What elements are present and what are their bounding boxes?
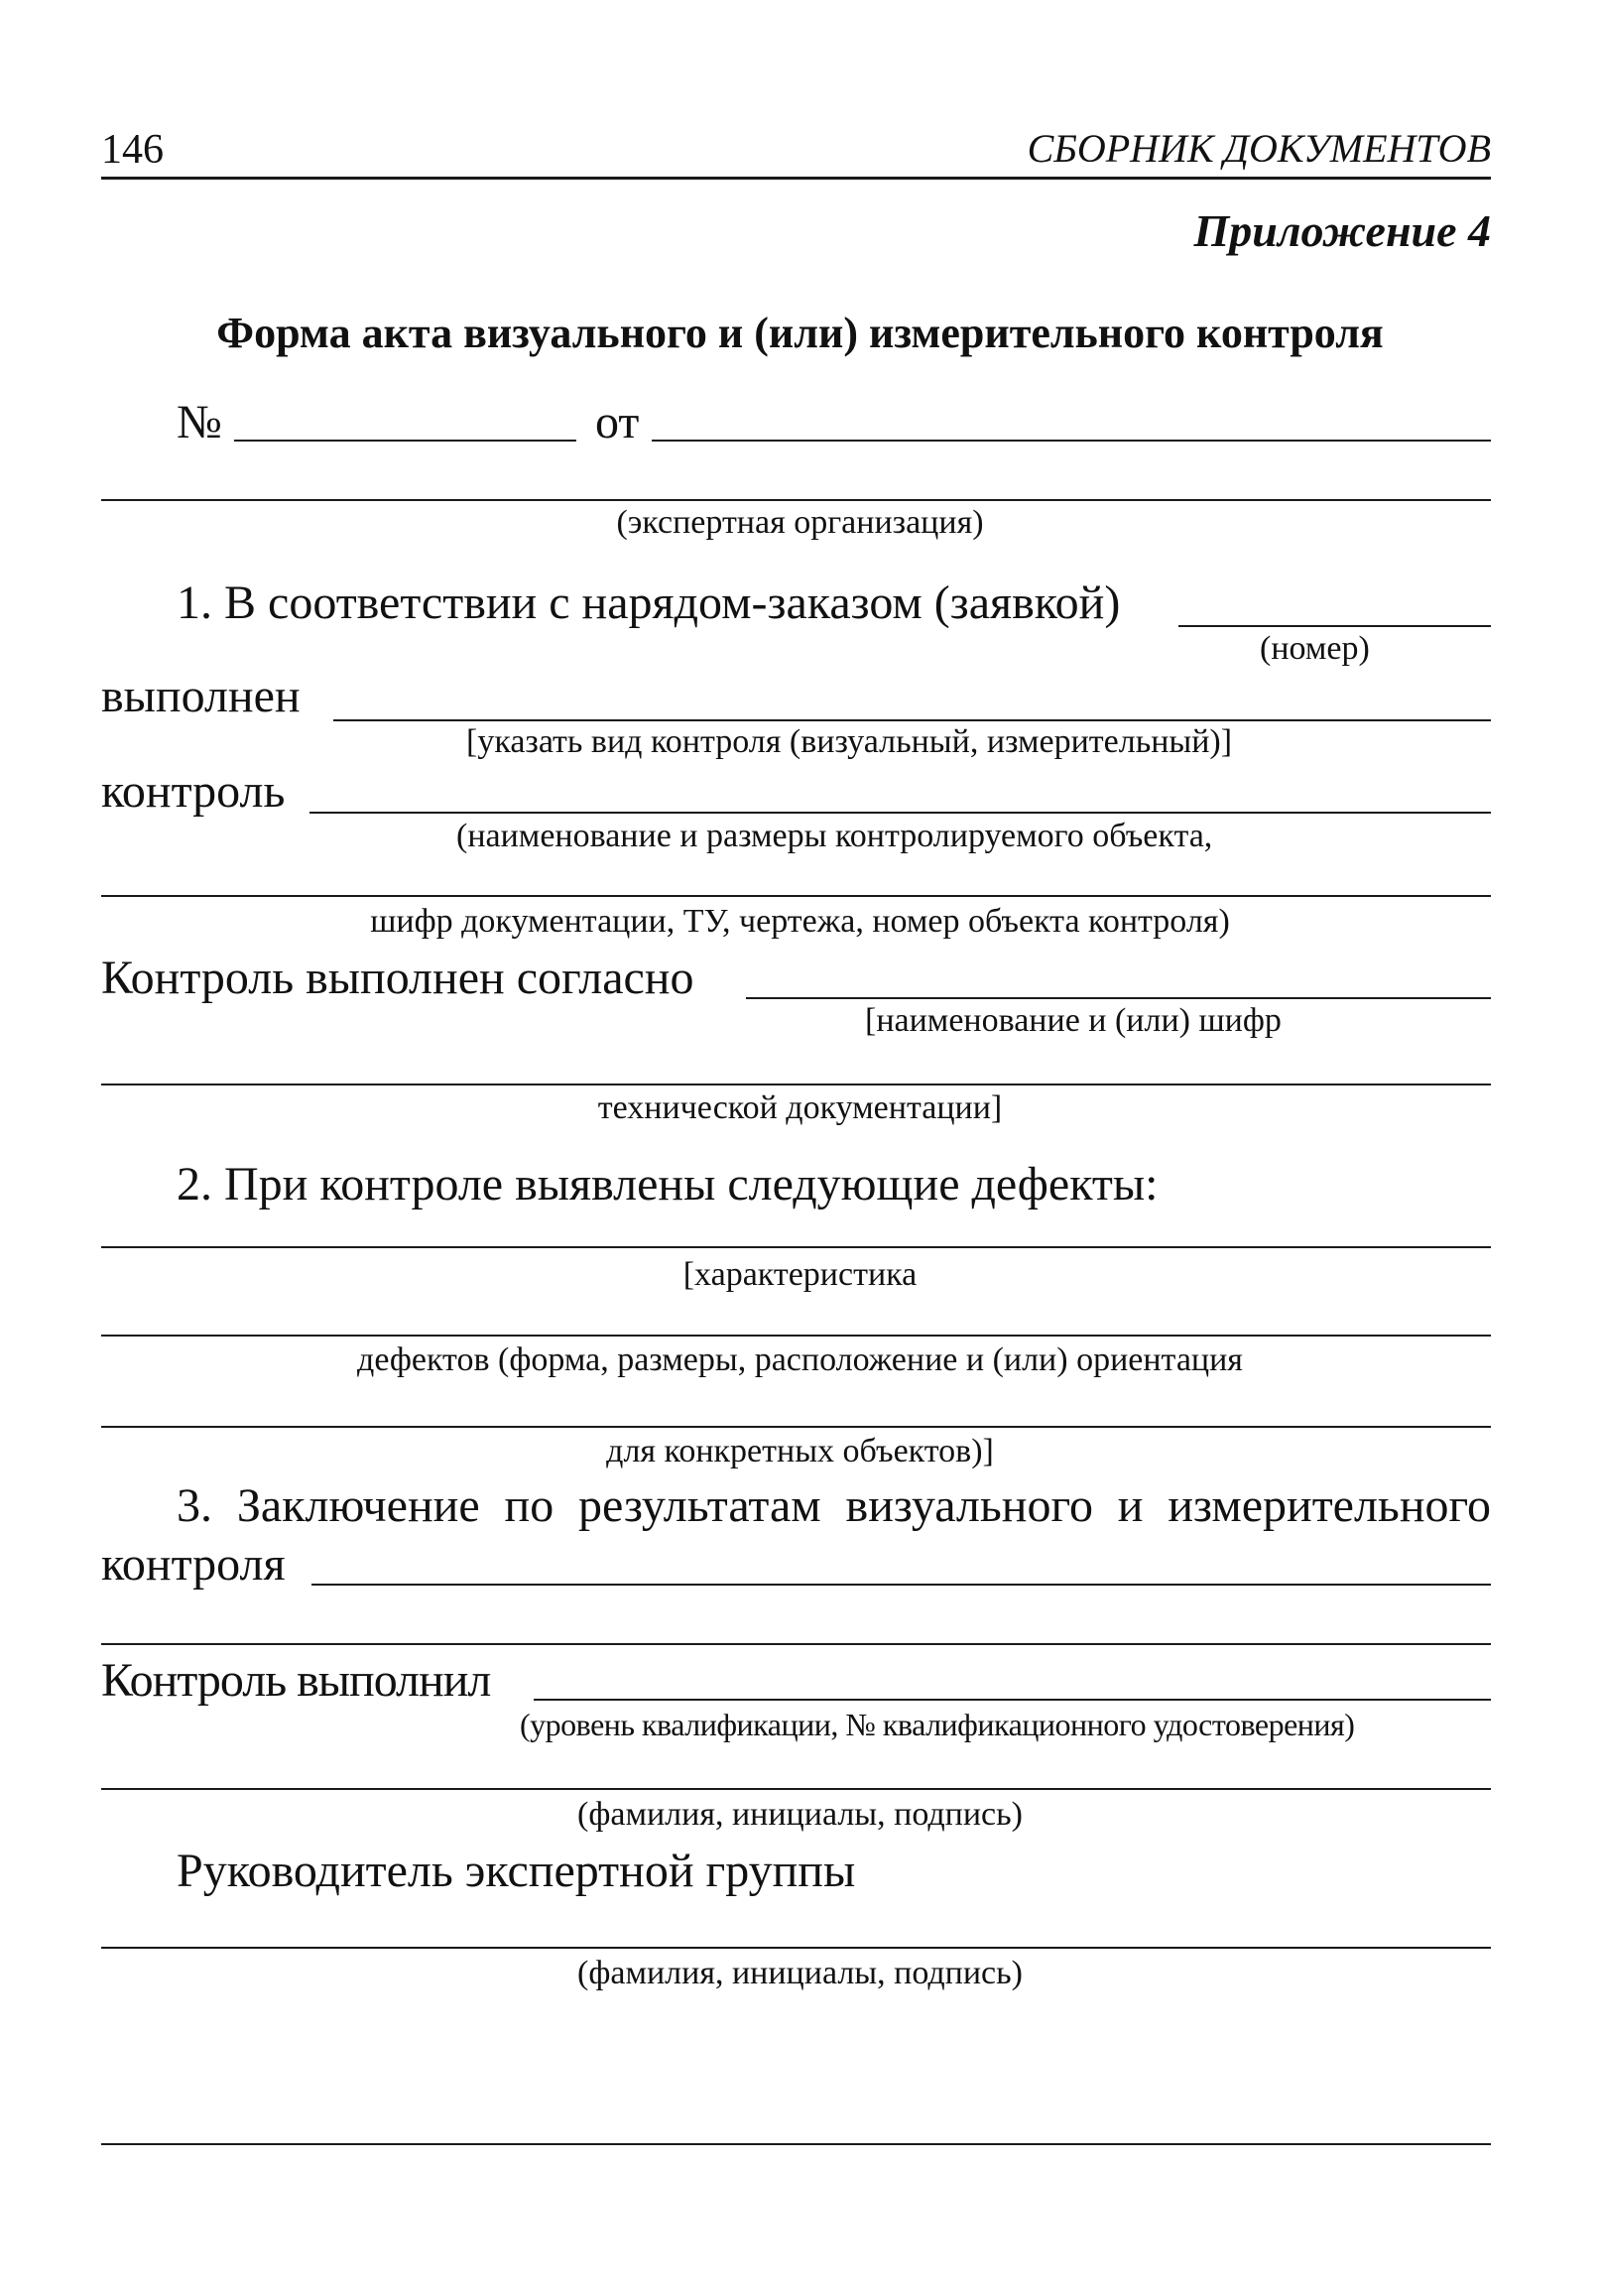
performed-label: выполнен: [101, 670, 301, 722]
performer-name-field[interactable]: [101, 1788, 1491, 1790]
docs-caption-2: технической документации]: [597, 1089, 1003, 1126]
item-1-text: 1. В соответствии с нарядом-заказом (заявкой): [177, 576, 1121, 629]
header-rule: [101, 177, 1491, 180]
according-to-label: Контроль выполнен согласно: [101, 952, 694, 1004]
expert-org-caption: (экспертная организация): [616, 504, 984, 541]
defects-field-1[interactable]: [101, 1246, 1491, 1248]
form-title: Форма акта визуального и (или) измерительного контроля: [216, 309, 1384, 357]
defects-caption-3: для конкретных объектов)]: [606, 1433, 994, 1469]
defects-field-2[interactable]: [101, 1335, 1491, 1337]
number-sign: №: [177, 396, 222, 448]
defects-caption-1: [характеристика: [682, 1256, 918, 1293]
item-3-line-2: контроля: [101, 1538, 286, 1591]
order-number-field[interactable]: [1178, 625, 1491, 627]
control-type-field[interactable]: [333, 719, 1491, 721]
control-label: контроль: [101, 765, 286, 818]
head-name-field[interactable]: [101, 1947, 1491, 1949]
defects-field-3[interactable]: [101, 1426, 1491, 1428]
act-number-field[interactable]: [234, 440, 576, 442]
head-of-group-label: Руководитель экспертной группы: [177, 1845, 856, 1897]
control-object-field-2[interactable]: [101, 895, 1491, 897]
name-sign-caption-1: (фамилия, инициалы, подпись): [577, 1796, 1023, 1833]
conclusion-field-2[interactable]: [101, 1643, 1491, 1645]
performed-by-label: Контроль выполнил: [101, 1654, 491, 1707]
object-caption-2: шифр документации, ТУ, чертежа, номер объекта контроля): [370, 903, 1230, 940]
docs-caption-1: [наименование и (или) шифр: [865, 1002, 1282, 1039]
from-word: от: [595, 396, 640, 448]
defects-caption-2: дефектов (форма, размеры, расположение и (или) ориентация: [357, 1341, 1243, 1378]
name-sign-caption-2: (фамилия, инициалы, подпись): [577, 1955, 1023, 1991]
appendix-label: Приложение 4: [1193, 205, 1491, 256]
expert-org-field[interactable]: [101, 499, 1491, 501]
control-type-caption: [указать вид контроля (визуальный, измерительный)]: [466, 723, 1233, 760]
qualification-field[interactable]: [534, 1699, 1491, 1701]
qualification-caption: (уровень квалификации, № квалификационного удостоверения): [520, 1707, 1355, 1742]
conclusion-field-1[interactable]: [311, 1584, 1491, 1586]
tech-doc-field-2[interactable]: [101, 1084, 1491, 1085]
tech-doc-field[interactable]: [746, 997, 1491, 999]
object-caption-1: (наименование и размеры контролируемого объекта,: [456, 818, 1213, 854]
running-title: СБОРНИК ДОКУМЕНТОВ: [1027, 126, 1491, 171]
footer-rule: [101, 2143, 1491, 2145]
act-date-field[interactable]: [652, 440, 1491, 442]
page-number: 146: [101, 127, 164, 173]
item-2-text: 2. При контроле выявлены следующие дефекты:: [177, 1158, 1159, 1211]
item-3-line-1: 3. Заключение по результатам визуального и измерительного: [177, 1479, 1491, 1532]
control-object-field[interactable]: [309, 812, 1491, 814]
number-caption: (номер): [1260, 630, 1370, 667]
